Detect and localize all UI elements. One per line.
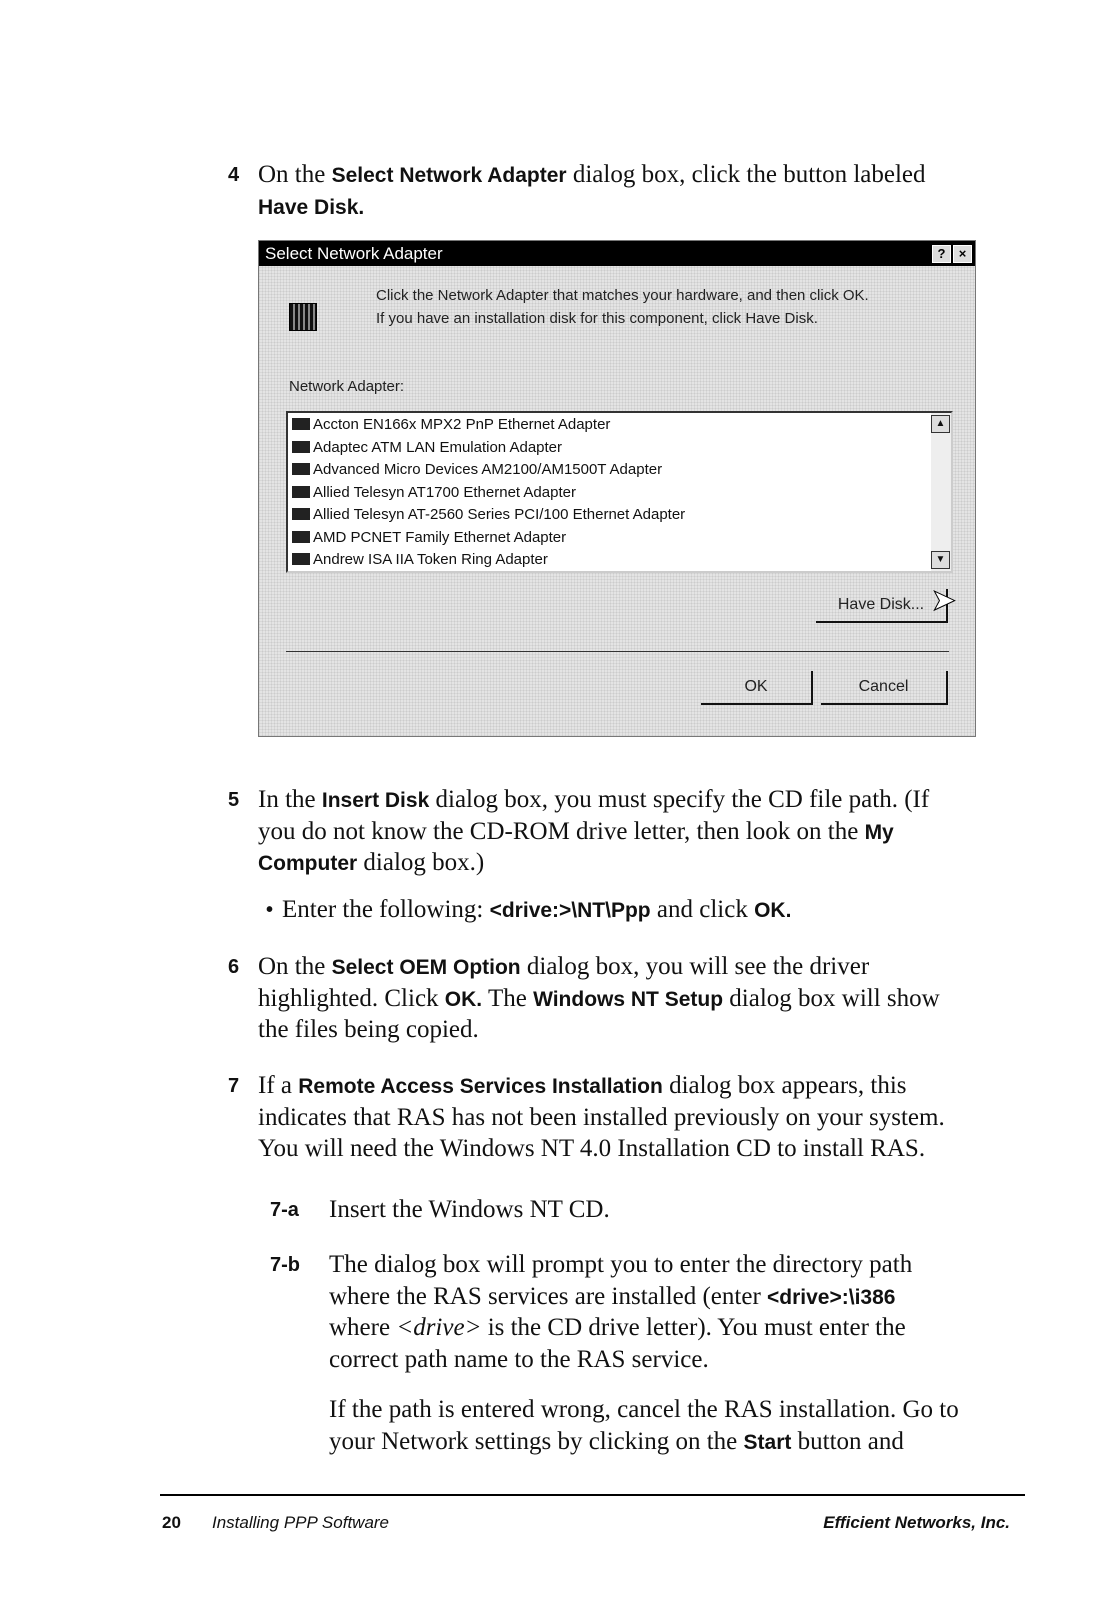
list-item[interactable] xyxy=(292,416,610,433)
instruction-line-1: Click the Network Adapter that matches your hardware, and then click OK. xyxy=(376,287,869,304)
have-disk-button[interactable]: Have Disk... xyxy=(816,589,948,623)
text-segment: dialog box.) xyxy=(357,849,485,876)
list-item-label: AMD PCNET Family Ethernet Adapter xyxy=(313,528,567,546)
text-segment: button and xyxy=(791,1427,904,1455)
text-line xyxy=(258,848,484,879)
scroll-down-icon[interactable]: ▼ xyxy=(931,551,950,569)
text-segment: indicates that RAS has not been installed previously on your system. xyxy=(258,1103,945,1131)
help-button[interactable]: ? xyxy=(932,245,951,263)
list-item[interactable] xyxy=(292,551,548,568)
bold-term: Select Network Adapter xyxy=(331,164,567,187)
text-line xyxy=(258,785,929,816)
text-segment: On the xyxy=(258,953,332,980)
list-item[interactable] xyxy=(292,484,576,501)
text-segment: On the xyxy=(258,161,332,188)
text-segment: You will need the Windows NT 4.0 Installation CD to install RAS. xyxy=(258,1135,926,1162)
list-item-label: Allied Telesyn AT-2560 Series PCI/100 Ethernet Adapter xyxy=(313,506,686,523)
bold-term: <drive>:\i386 xyxy=(767,1285,896,1309)
step-number: 7 xyxy=(228,1075,240,1097)
list-item-label: Andrew ISA IIA Token Ring Adapter xyxy=(313,551,548,568)
text-segment: If a xyxy=(258,1072,299,1099)
text-segment: and click xyxy=(650,896,755,923)
dialog-title: Select Network Adapter xyxy=(265,244,443,263)
text-line xyxy=(329,1427,904,1458)
text-line xyxy=(258,1071,907,1102)
bold-term: Have Disk. xyxy=(258,195,365,219)
text-line xyxy=(329,1395,959,1425)
text-segment: correct path name to the RAS service. xyxy=(329,1345,709,1373)
bold-term: Windows NT Setup xyxy=(533,987,724,1011)
list-item-label: Adaptec ATM LAN Emulation Adapter xyxy=(313,438,563,456)
company-name: Efficient Networks, Inc. xyxy=(823,1513,1010,1532)
text-line xyxy=(258,817,894,848)
footer-rule xyxy=(160,1494,1025,1496)
network-card-icon xyxy=(292,508,310,520)
bold-term: OK. xyxy=(754,899,792,922)
network-card-icon xyxy=(292,441,310,453)
network-card-icon xyxy=(292,418,310,430)
step-number: 6 xyxy=(228,956,240,978)
network-adapter-list[interactable] xyxy=(286,411,953,573)
step-number: 4 xyxy=(228,164,240,186)
text-segment: where the RAS services are installed (enter xyxy=(329,1282,768,1310)
text-segment: dialog box, you must specify the CD file path. (If xyxy=(429,786,930,813)
network-card-icon xyxy=(292,463,310,475)
step-number: • xyxy=(266,899,274,921)
text-segment: where xyxy=(329,1314,397,1341)
text-segment: dialog box will show xyxy=(723,984,940,1012)
list-item[interactable] xyxy=(292,529,566,546)
text-segment: Insert the Windows NT CD. xyxy=(329,1196,610,1223)
list-item[interactable] xyxy=(292,506,685,523)
step-number: 7-a xyxy=(270,1199,299,1221)
network-card-icon xyxy=(292,531,310,543)
text-segment: Enter the following: xyxy=(282,896,490,923)
bold-term: Computer xyxy=(258,852,358,875)
bold-term: Insert Disk xyxy=(321,789,430,812)
text-segment: In the xyxy=(258,786,322,813)
page-number: 20 xyxy=(162,1513,181,1532)
network-card-icon xyxy=(289,303,317,331)
text-line xyxy=(258,192,364,223)
section-title: Installing PPP Software xyxy=(212,1513,390,1532)
select-network-adapter-dialog xyxy=(258,240,976,737)
network-adapter-label: Network Adapter: xyxy=(289,378,405,395)
step-number: 7-b xyxy=(270,1254,300,1276)
network-card-icon xyxy=(292,553,310,565)
text-segment: dialog box, you will see the driver xyxy=(520,953,870,980)
list-item[interactable] xyxy=(292,461,662,478)
separator xyxy=(286,651,949,652)
list-scrollbar[interactable] xyxy=(931,413,951,571)
bold-term: Select OEM Option xyxy=(331,956,521,979)
text-segment: dialog box, click the button labeled xyxy=(566,161,926,188)
text-segment: dialog box appears, this xyxy=(662,1072,907,1099)
scroll-up-icon[interactable]: ▲ xyxy=(931,415,950,433)
bold-term: OK. xyxy=(444,987,483,1011)
text-line xyxy=(329,1282,895,1313)
text-line xyxy=(258,952,869,983)
step-number: 5 xyxy=(228,789,240,811)
close-button[interactable]: × xyxy=(953,245,972,263)
instruction-line-2: If you have an installation disk for this component, click Have Disk. xyxy=(376,310,818,327)
mouse-cursor-icon: ➤ xyxy=(931,584,957,617)
ok-button[interactable]: OK xyxy=(701,671,813,705)
list-item[interactable] xyxy=(292,439,562,456)
bold-term: Remote Access Services Installation xyxy=(298,1075,663,1098)
text-line xyxy=(329,1345,709,1375)
list-item-label: Advanced Micro Devices AM2100/AM1500T Adapter xyxy=(313,461,663,478)
dialog-title-bar xyxy=(259,241,975,266)
text-line xyxy=(329,1313,906,1343)
text-line xyxy=(329,1250,912,1280)
text-segment: your Network settings by clicking on the xyxy=(329,1427,744,1455)
list-item-label: Allied Telesyn AT1700 Ethernet Adapter xyxy=(313,483,576,501)
text-segment: The dialog box will prompt you to enter the directory path xyxy=(329,1251,913,1278)
list-item-label: Accton EN166x MPX2 PnP Ethernet Adapter xyxy=(313,416,611,433)
network-card-icon xyxy=(292,486,310,498)
text-line xyxy=(258,1134,925,1164)
text-segment: is the CD drive letter). You must enter the xyxy=(481,1314,906,1341)
text-line xyxy=(258,1103,945,1133)
text-segment: The xyxy=(482,984,534,1012)
cancel-button[interactable]: Cancel xyxy=(821,671,948,705)
text-segment: If the path is entered wrong, cancel the RAS installation. Go to xyxy=(329,1396,959,1423)
text-line xyxy=(258,160,926,191)
text-line xyxy=(258,984,940,1015)
bold-term: My xyxy=(864,820,894,844)
text-segment: you do not know the CD-ROM drive letter, then look on the xyxy=(258,817,865,845)
italic-term: <drive> xyxy=(396,1314,482,1341)
text-line xyxy=(282,895,791,926)
text-line xyxy=(329,1195,610,1225)
bold-term: <drive:>\NT\Ppp xyxy=(489,899,651,922)
text-segment: the files being copied. xyxy=(258,1016,479,1043)
text-line xyxy=(258,1015,479,1045)
bold-term: Start xyxy=(743,1430,792,1454)
text-segment: highlighted. Click xyxy=(258,984,445,1012)
